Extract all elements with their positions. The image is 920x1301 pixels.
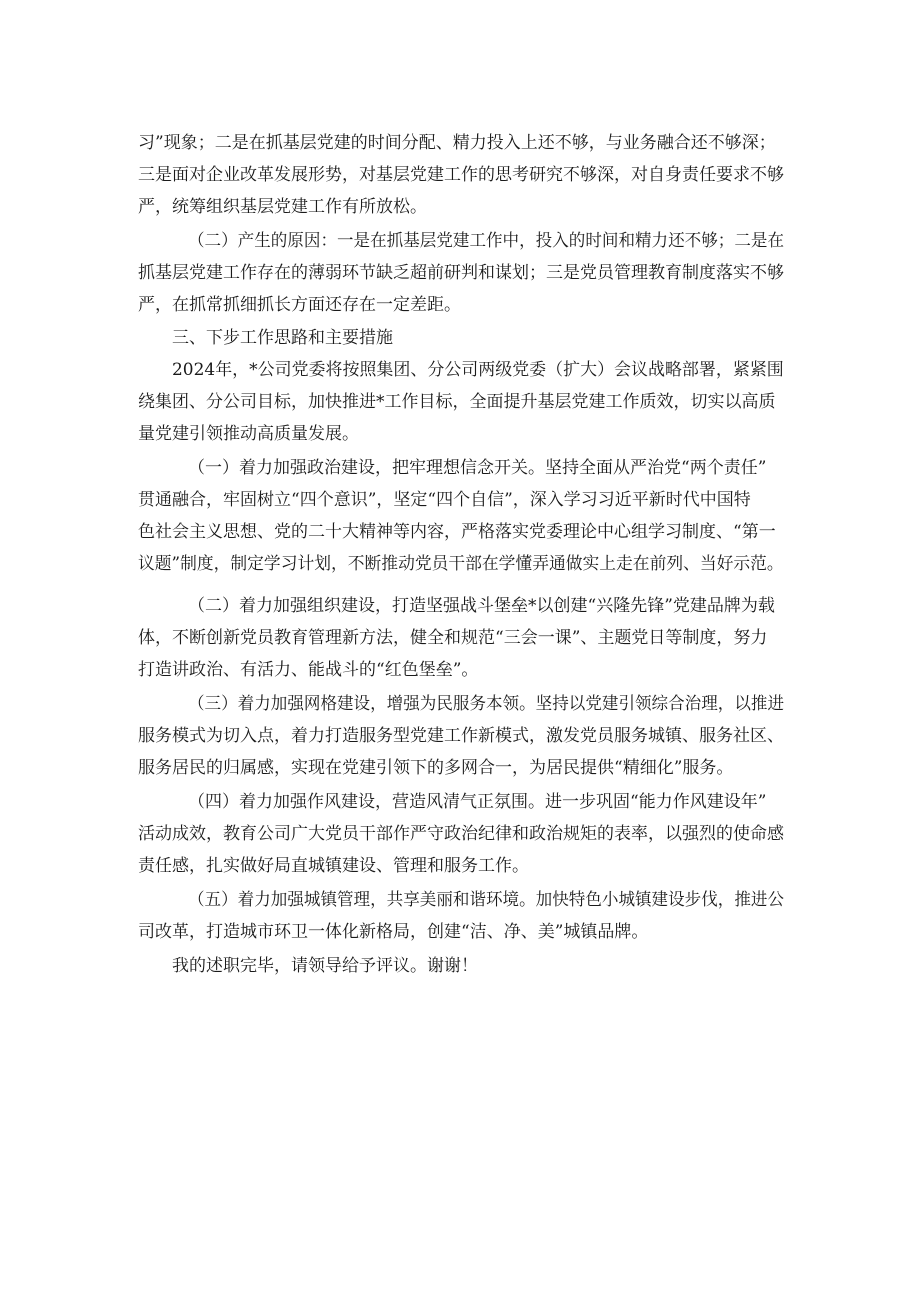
text-line: （二）产生的原因：一是在抓基层党建工作中，投入的时间和精力还不够；二是在 — [188, 231, 784, 251]
text-line: 绕集团、分公司目标，加快推进*工作目标，全面提升基层党建工作质效，切实以高质 — [138, 392, 776, 412]
text-line: （二）着力加强组织建设，打造坚强战斗堡垒*以创建“兴隆先锋”党建品牌为载 — [188, 596, 775, 616]
text-line: 议题”制度，制定学习计划，不断推动党员干部在学懂弄通做实上走在前列、当好示范。 — [138, 554, 784, 574]
text-line: 抓基层党建工作存在的薄弱环节缺乏超前研判和谋划；三是党员管理教育制度落实不够 — [138, 263, 784, 283]
text-line: （三）着力加强网格建设，增强为民服务本领。坚持以党建引领综合治理，以推进 — [188, 694, 784, 714]
text-line: 色社会主义思想、党的二十大精神等内容，严格落实党委理论中心组学习制度、“第一 — [138, 522, 776, 542]
text-line: 打造讲政治、有活力、能战斗的“红色堡垒”。 — [138, 660, 479, 680]
text-line: 贯通融合，牢固树立“四个意识”，坚定“四个自信”，深入学习习近平新时代中国特 — [138, 490, 751, 510]
text-line: （四）着力加强作风建设，营造风清气正氛围。进一步巩固“能力作风建设年” — [188, 792, 767, 812]
text-line: 服务模式为切入点，着力打造服务型党建工作新模式，激发党员服务城镇、服务社区、 — [138, 726, 784, 746]
closing-line: 我的述职完毕，请领导给予评议。谢谢！ — [172, 956, 478, 976]
text-line: 习”现象；二是在抓基层党建的时间分配、精力投入上还不够，与业务融合还不够深； — [138, 133, 776, 153]
text-line: 服务居民的归属感，实现在党建引领下的多网合一，为居民提供“精细化”服务。 — [138, 758, 734, 778]
text-line: 体，不断创新党员教育管理新方法，健全和规范“三会一课”、主题党日等制度，努力 — [138, 628, 768, 648]
text-line: 责任感，扎实做好局直城镇建设、管理和服务工作。 — [138, 856, 529, 876]
text-line: 活动成效，教育公司广大党员干部作严守政治纪律和政治规矩的表率，以强烈的使命感 — [138, 824, 784, 844]
text-line: 2024年，*公司党委将按照集团、分公司两级党委（扩大）会议战略部署，紧紧围 — [172, 360, 784, 380]
text-line: 三是面对企业改革发展形势，对基层党建工作的思考研究不够深，对自身责任要求不够 — [138, 165, 784, 185]
text-line: （一）着力加强政治建设，把牢理想信念开关。坚持全面从严治党“两个责任” — [188, 458, 767, 478]
text-line: 量党建引领推动高质量发展。 — [138, 424, 359, 444]
text-line: （五）着力加强城镇管理，共享美丽和谐环境。加快特色小城镇建设步伐，推进公 — [188, 890, 784, 910]
text-line: 司改革，打造城市环卫一体化新格局，创建“洁、净、美”城镇品牌。 — [138, 922, 649, 942]
text-line: 严，在抓常抓细抓长方面还存在一定差距。 — [138, 295, 461, 315]
section-heading: 三、下步工作思路和主要措施 — [172, 328, 393, 348]
text-line: 严，统筹组织基层党建工作有所放松。 — [138, 197, 427, 217]
